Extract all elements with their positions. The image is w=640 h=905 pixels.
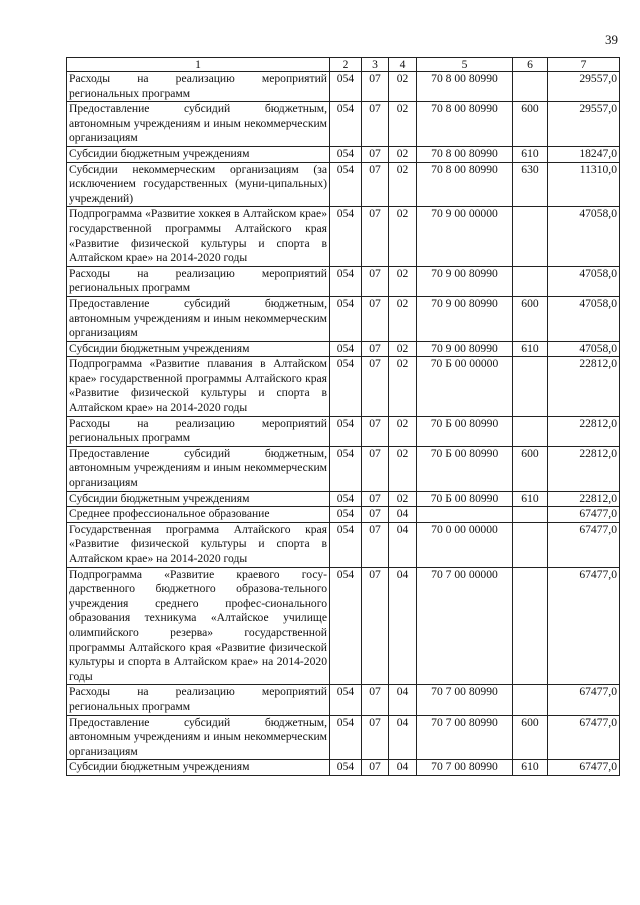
subsection-code-cell: 02 — [389, 162, 417, 207]
table-row — [67, 685, 620, 715]
table-row — [67, 760, 620, 776]
amount-cell: 47058,0 — [548, 341, 620, 357]
section-code-cell: 07 — [362, 146, 389, 162]
target-article-cell: 70 0 00 00000 — [417, 522, 513, 567]
expense-type-cell — [513, 72, 548, 102]
subsection-code-cell: 04 — [389, 522, 417, 567]
row-name-cell: Субсидии бюджетным учреждениям — [67, 146, 330, 162]
section-code-cell: 07 — [362, 162, 389, 207]
row-name-cell: Субсидии бюджетным учреждениям — [67, 341, 330, 357]
subsection-code-cell: 04 — [389, 715, 417, 760]
page-number: 39 — [605, 32, 618, 47]
row-name-cell: Государственная программа Алтайского края «Развитие физической культуры и спорта в Алтайском крае» на 2014-2020 годы — [67, 522, 330, 567]
target-article-cell: 70 9 00 00000 — [417, 207, 513, 266]
target-article-cell: 70 Б 00 80990 — [417, 416, 513, 446]
ministry-code-cell: 054 — [330, 341, 362, 357]
section-code-cell: 07 — [362, 296, 389, 341]
table-row — [67, 72, 620, 102]
table-row — [67, 162, 620, 207]
ministry-code-cell: 054 — [330, 715, 362, 760]
amount-cell: 22812,0 — [548, 416, 620, 446]
section-code-cell: 07 — [362, 715, 389, 760]
amount-cell: 22812,0 — [548, 491, 620, 507]
table-row — [67, 416, 620, 446]
table-row — [67, 146, 620, 162]
section-code-cell: 07 — [362, 341, 389, 357]
target-article-cell: 70 9 00 80990 — [417, 266, 513, 296]
subsection-code-cell: 04 — [389, 760, 417, 776]
section-code-cell: 07 — [362, 357, 389, 416]
amount-cell: 67477,0 — [548, 715, 620, 760]
amount-cell: 67477,0 — [548, 685, 620, 715]
subsection-code-cell: 02 — [389, 72, 417, 102]
ministry-code-cell: 054 — [330, 72, 362, 102]
subsection-code-cell: 04 — [389, 507, 417, 523]
amount-cell: 67477,0 — [548, 760, 620, 776]
row-name-cell: Предоставление субсидий бюджетным, автономным учреждениям и иным некоммерческим организациям — [67, 296, 330, 341]
ministry-code-cell: 054 — [330, 507, 362, 523]
section-code-cell: 07 — [362, 491, 389, 507]
ministry-code-cell: 054 — [330, 207, 362, 266]
row-name-cell: Подпрограмма «Развитие плавания в Алтайском крае» государственной программы Алтайского края «Развитие физической культуры и спорта в Алтайском крае» на 2014-2020 годы — [67, 357, 330, 416]
table-row — [67, 567, 620, 685]
target-article-cell: 70 8 00 80990 — [417, 72, 513, 102]
section-code-cell: 07 — [362, 72, 389, 102]
row-name-cell: Подпрограмма «Развитие краевого госу-дарственного бюджетного образова-тельного учреждения среднего профес-сионального образования техникума «Алтайское училище олимпийского резерва» государственной программы Алтайского края «Развитие физической культуры и спорта в Алтайском крае» на 2014-2020 годы — [67, 567, 330, 685]
subsection-code-cell: 02 — [389, 491, 417, 507]
ministry-code-cell: 054 — [330, 491, 362, 507]
target-article-cell: 70 9 00 80990 — [417, 341, 513, 357]
ministry-code-cell: 054 — [330, 162, 362, 207]
column-header: 7 — [548, 58, 620, 72]
amount-cell: 47058,0 — [548, 207, 620, 266]
subsection-code-cell: 02 — [389, 102, 417, 147]
table-body — [67, 72, 620, 776]
target-article-cell: 70 Б 00 80990 — [417, 446, 513, 491]
subsection-code-cell: 02 — [389, 296, 417, 341]
section-code-cell: 07 — [362, 102, 389, 147]
ministry-code-cell: 054 — [330, 296, 362, 341]
table-row — [67, 522, 620, 567]
expense-type-cell — [513, 522, 548, 567]
subsection-code-cell: 02 — [389, 446, 417, 491]
table-row — [67, 266, 620, 296]
target-article-cell: 70 7 00 80990 — [417, 685, 513, 715]
amount-cell: 22812,0 — [548, 357, 620, 416]
amount-cell: 67477,0 — [548, 522, 620, 567]
amount-cell: 67477,0 — [548, 507, 620, 523]
ministry-code-cell: 054 — [330, 357, 362, 416]
target-article-cell: 70 Б 00 80990 — [417, 491, 513, 507]
expense-type-cell — [513, 507, 548, 523]
target-article-cell: 70 7 00 00000 — [417, 567, 513, 685]
amount-cell: 67477,0 — [548, 567, 620, 685]
subsection-code-cell: 02 — [389, 357, 417, 416]
subsection-code-cell: 02 — [389, 146, 417, 162]
table-row — [67, 296, 620, 341]
target-article-cell: 70 8 00 80990 — [417, 102, 513, 147]
ministry-code-cell: 054 — [330, 685, 362, 715]
budget-table — [66, 57, 620, 776]
section-code-cell: 07 — [362, 207, 389, 266]
table-row — [67, 357, 620, 416]
subsection-code-cell: 02 — [389, 266, 417, 296]
subsection-code-cell: 02 — [389, 416, 417, 446]
expense-type-cell — [513, 567, 548, 685]
subsection-code-cell: 02 — [389, 341, 417, 357]
row-name-cell: Субсидии бюджетным учреждениям — [67, 760, 330, 776]
subsection-code-cell: 04 — [389, 567, 417, 685]
expense-type-cell: 630 — [513, 162, 548, 207]
ministry-code-cell: 054 — [330, 567, 362, 685]
ministry-code-cell: 054 — [330, 146, 362, 162]
target-article-cell — [417, 507, 513, 523]
target-article-cell: 70 7 00 80990 — [417, 715, 513, 760]
target-article-cell: 70 8 00 80990 — [417, 146, 513, 162]
section-code-cell: 07 — [362, 446, 389, 491]
expense-type-cell: 610 — [513, 760, 548, 776]
ministry-code-cell: 054 — [330, 760, 362, 776]
row-name-cell: Предоставление субсидий бюджетным, автономным учреждениям и иным некоммерческим организациям — [67, 715, 330, 760]
column-header: 1 — [67, 58, 330, 72]
section-code-cell: 07 — [362, 266, 389, 296]
section-code-cell: 07 — [362, 760, 389, 776]
target-article-cell: 70 Б 00 00000 — [417, 357, 513, 416]
amount-cell: 29557,0 — [548, 102, 620, 147]
target-article-cell: 70 8 00 80990 — [417, 162, 513, 207]
column-header: 6 — [513, 58, 548, 72]
amount-cell: 22812,0 — [548, 446, 620, 491]
row-name-cell: Предоставление субсидий бюджетным, автономным учреждениям и иным некоммерческим организациям — [67, 102, 330, 147]
expense-type-cell: 610 — [513, 146, 548, 162]
subsection-code-cell: 04 — [389, 685, 417, 715]
subsection-code-cell: 02 — [389, 207, 417, 266]
expense-type-cell — [513, 266, 548, 296]
table-row — [67, 102, 620, 147]
expense-type-cell: 600 — [513, 102, 548, 147]
row-name-cell: Субсидии некоммерческим организациям (за исключением государственных (муни-ципальных) учреждений) — [67, 162, 330, 207]
amount-cell: 47058,0 — [548, 266, 620, 296]
amount-cell: 18247,0 — [548, 146, 620, 162]
expense-type-cell: 610 — [513, 341, 548, 357]
table-row — [67, 507, 620, 523]
expense-type-cell: 600 — [513, 296, 548, 341]
column-header: 4 — [389, 58, 417, 72]
expense-type-cell — [513, 357, 548, 416]
target-article-cell: 70 7 00 80990 — [417, 760, 513, 776]
row-name-cell: Среднее профессиональное образование — [67, 507, 330, 523]
expense-type-cell: 600 — [513, 715, 548, 760]
table-row — [67, 207, 620, 266]
row-name-cell: Предоставление субсидий бюджетным, автономным учреждениям и иным некоммерческим организациям — [67, 446, 330, 491]
row-name-cell: Расходы на реализацию мероприятий региональных программ — [67, 72, 330, 102]
amount-cell: 47058,0 — [548, 296, 620, 341]
table-row — [67, 446, 620, 491]
row-name-cell: Расходы на реализацию мероприятий региональных программ — [67, 685, 330, 715]
row-name-cell: Расходы на реализацию мероприятий региональных программ — [67, 266, 330, 296]
ministry-code-cell: 054 — [330, 522, 362, 567]
section-code-cell: 07 — [362, 416, 389, 446]
column-header: 5 — [417, 58, 513, 72]
table-row — [67, 715, 620, 760]
row-name-cell: Расходы на реализацию мероприятий региональных программ — [67, 416, 330, 446]
ministry-code-cell: 054 — [330, 102, 362, 147]
section-code-cell: 07 — [362, 567, 389, 685]
expense-type-cell — [513, 685, 548, 715]
column-header: 3 — [362, 58, 389, 72]
expense-type-cell — [513, 207, 548, 266]
row-name-cell: Субсидии бюджетным учреждениям — [67, 491, 330, 507]
target-article-cell: 70 9 00 80990 — [417, 296, 513, 341]
table-row — [67, 491, 620, 507]
expense-type-cell — [513, 416, 548, 446]
header-row — [67, 58, 620, 72]
section-code-cell: 07 — [362, 685, 389, 715]
amount-cell: 29557,0 — [548, 72, 620, 102]
ministry-code-cell: 054 — [330, 446, 362, 491]
amount-cell: 11310,0 — [548, 162, 620, 207]
section-code-cell: 07 — [362, 507, 389, 523]
table-row — [67, 341, 620, 357]
section-code-cell: 07 — [362, 522, 389, 567]
expense-type-cell: 600 — [513, 446, 548, 491]
column-header: 2 — [330, 58, 362, 72]
ministry-code-cell: 054 — [330, 416, 362, 446]
row-name-cell: Подпрограмма «Развитие хоккея в Алтайском крае» государственной программы Алтайского края «Развитие физической культуры и спорта в Алтайском крае» на 2014-2020 годы — [67, 207, 330, 266]
ministry-code-cell: 054 — [330, 266, 362, 296]
expense-type-cell: 610 — [513, 491, 548, 507]
